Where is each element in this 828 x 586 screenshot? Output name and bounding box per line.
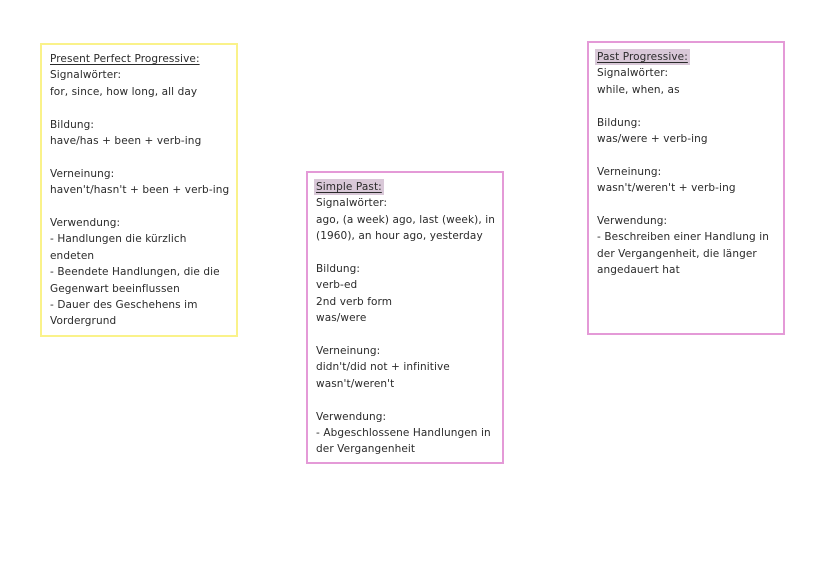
spacer — [50, 149, 228, 165]
bildung-label: Bildung: — [316, 263, 361, 276]
verwendung-label: Verwendung: — [597, 215, 668, 228]
verneinung-text: haven't/hasn't + been + verb-ing — [50, 184, 230, 197]
bildung-line: was/were — [316, 312, 367, 325]
verwendung-line: - Beendete Handlungen, die die — [50, 266, 220, 279]
verwendung-label: Verwendung: — [316, 410, 387, 423]
verwendung-line: der Vergangenheit — [316, 443, 416, 456]
card-past-progressive — [587, 41, 785, 335]
verwendung-line: der Vergangenheit, die länger — [597, 247, 757, 260]
bildung-line: 2nd verb form — [316, 295, 393, 308]
spacer — [50, 100, 228, 116]
signal-text: while, when, as — [597, 83, 680, 96]
spacer — [50, 199, 228, 215]
bildung-text: was/were + verb-ing — [597, 133, 708, 146]
card-title: Past Progressive: — [595, 49, 690, 65]
card-present-perfect-progressive — [40, 43, 238, 337]
spacer — [316, 392, 494, 408]
verneinung-label: Verneinung: — [597, 165, 662, 178]
verwendung-line: endeten — [50, 249, 95, 262]
spacer — [316, 327, 494, 343]
spacer — [597, 147, 775, 163]
verneinung-label: Verneinung: — [316, 345, 381, 358]
verwendung-line: Vordergrund — [50, 315, 117, 328]
card-title: Simple Past: — [314, 179, 384, 195]
spacer — [597, 197, 775, 213]
signal-label: Signalwörter: — [316, 197, 388, 210]
signal-line: ago, (a week) ago, last (week), in — [316, 213, 495, 226]
verwendung-line: - Dauer des Geschehens im — [50, 299, 198, 312]
verwendung-label: Verwendung: — [50, 217, 121, 230]
signal-label: Signalwörter: — [50, 69, 122, 82]
bildung-text: have/has + been + verb-ing — [50, 135, 202, 148]
verneinung-line: wasn't/weren't — [316, 377, 395, 390]
verwendung-line: - Beschreiben einer Handlung in — [597, 231, 769, 244]
spacer — [597, 98, 775, 114]
verneinung-label: Verneinung: — [50, 167, 115, 180]
bildung-line: verb-ed — [316, 279, 358, 292]
card-title: Present Perfect Progressive: — [50, 53, 200, 65]
signal-text: for, since, how long, all day — [50, 85, 198, 98]
signal-label: Signalwörter: — [597, 67, 669, 80]
card-simple-past — [306, 171, 504, 464]
verneinung-text: wasn't/weren't + verb-ing — [597, 182, 736, 195]
verwendung-line: - Handlungen die kürzlich — [50, 233, 187, 246]
bildung-label: Bildung: — [597, 116, 642, 129]
verwendung-line: angedauert hat — [597, 264, 680, 277]
verneinung-line: didn't/did not + infinitive — [316, 361, 450, 374]
spacer — [316, 245, 494, 261]
bildung-label: Bildung: — [50, 118, 95, 131]
signal-line: (1960), an hour ago, yesterday — [316, 230, 483, 243]
verwendung-line: Gegenwart beeinflussen — [50, 282, 180, 295]
verwendung-line: - Abgeschlossene Handlungen in — [316, 427, 491, 440]
